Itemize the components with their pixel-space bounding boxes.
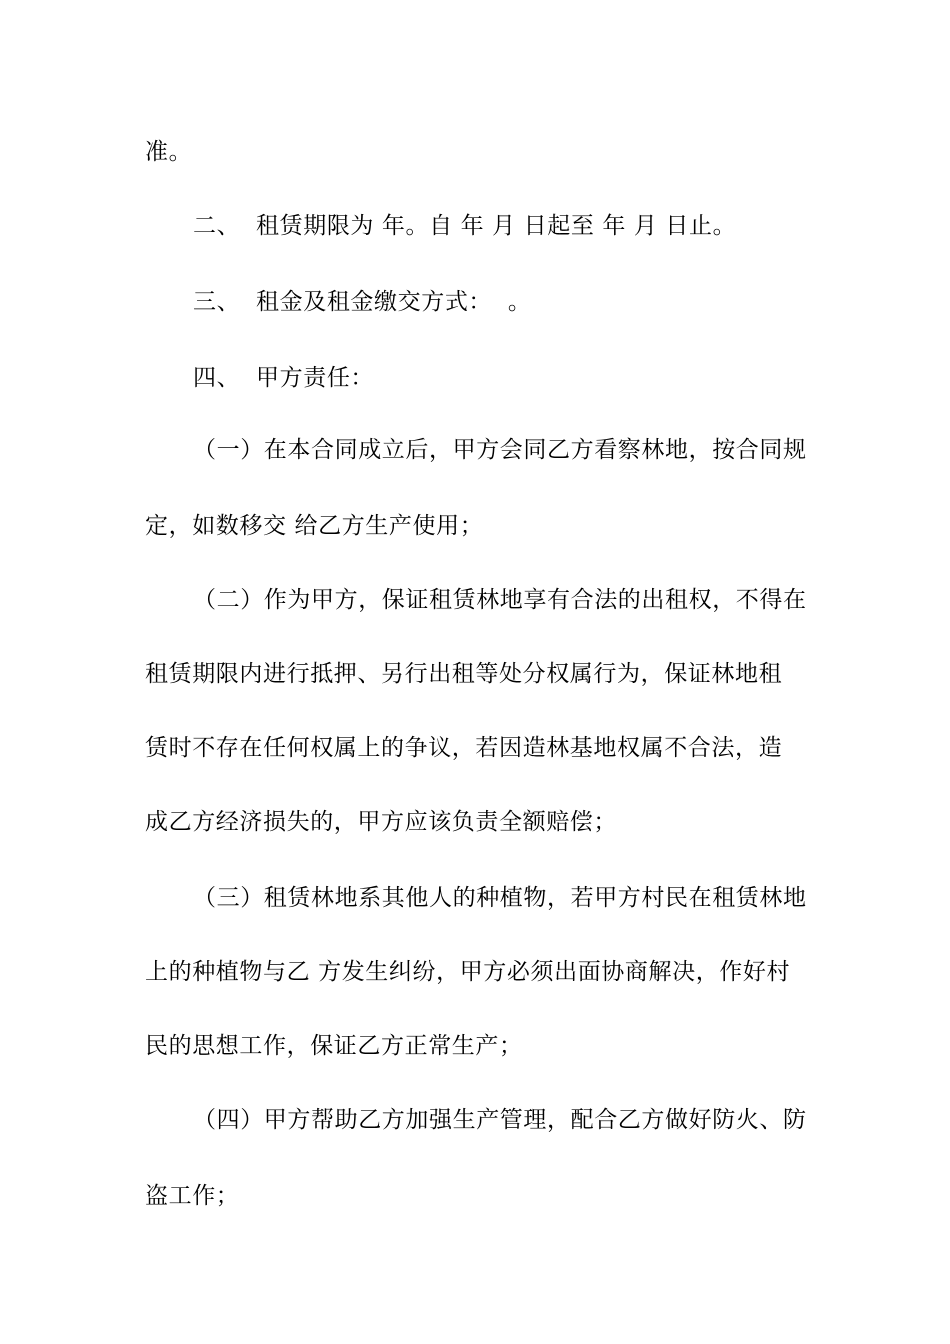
clause-two-lease-term: 二、 租赁期限为 年。自 年 月 日起至 年 月 日止。 [193, 213, 737, 239]
item-three-line-1: （三）租赁林地系其他人的种植物，若甲方村民在租赁林地 [193, 885, 807, 911]
item-three-line-3: 民的思想工作，保证乙方正常生产； [145, 1033, 523, 1059]
item-two-line-4: 成乙方经济损失的，甲方应该负责全额赔偿； [145, 809, 617, 835]
item-four-line-1: （四）甲方帮助乙方加强生产管理，配合乙方做好防火、防 [193, 1107, 807, 1133]
item-two-line-3: 赁时不存在任何权属上的争议，若因造林基地权属不合法，造 [145, 735, 783, 761]
text-line: 准。 [145, 139, 193, 165]
item-one-line-1: （一）在本合同成立后，甲方会同乙方看察林地，按合同规 [193, 437, 807, 463]
item-three-line-2: 上的种植物与乙 方发生纠纷，甲方必须出面协商解决，作好村 [145, 959, 791, 985]
item-two-line-2: 租赁期限内进行抵押、另行出租等处分权属行为，保证林地租 [145, 661, 783, 687]
item-two-line-1: （二）作为甲方，保证租赁林地享有合法的出租权，不得在 [193, 587, 807, 613]
item-four-line-2: 盗工作； [145, 1183, 240, 1209]
item-one-line-2: 定，如数移交 给乙方生产使用； [145, 513, 484, 539]
clause-three-rent: 三、 租金及租金缴交方式： 。 [193, 289, 532, 315]
clause-four-heading: 四、 甲方责任： [193, 365, 375, 391]
